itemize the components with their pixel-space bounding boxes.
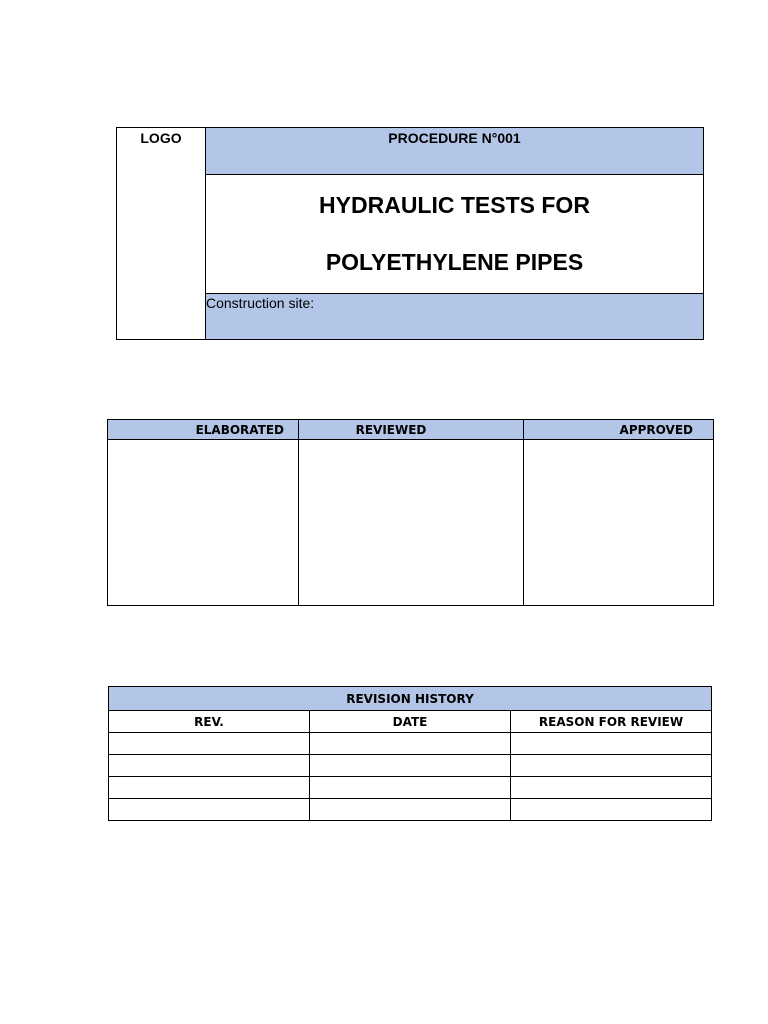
reason-cell[interactable] <box>511 777 712 799</box>
date-cell[interactable] <box>310 777 511 799</box>
procedure-number: PROCEDURE N°001 <box>388 130 521 146</box>
reviewed-signature-field[interactable] <box>299 440 524 606</box>
column-header-date: DATE <box>310 711 511 733</box>
date-cell[interactable] <box>310 733 511 755</box>
table-row <box>109 733 712 755</box>
reviewed-header: REVIEWED <box>299 420 524 440</box>
column-header-rev: REV. <box>109 711 310 733</box>
elaborated-signature-field[interactable] <box>108 440 299 606</box>
rev-cell[interactable] <box>109 733 310 755</box>
revision-history-title: REVISION HISTORY <box>109 687 712 711</box>
date-cell[interactable] <box>310 755 511 777</box>
column-header-reason: REASON FOR REVIEW <box>511 711 712 733</box>
rev-cell[interactable] <box>109 799 310 821</box>
revision-history-table <box>108 686 712 821</box>
date-cell[interactable] <box>310 799 511 821</box>
document-title-line-1: HYDRAULIC TESTS FOR <box>319 192 590 218</box>
logo-label: LOGO <box>140 130 182 146</box>
procedure-number-cell <box>206 128 704 175</box>
logo-placeholder <box>117 128 206 340</box>
reason-cell[interactable] <box>511 733 712 755</box>
approved-signature-field[interactable] <box>524 440 714 606</box>
reason-cell[interactable] <box>511 799 712 821</box>
table-row <box>109 755 712 777</box>
approval-table <box>107 419 714 606</box>
reason-cell[interactable] <box>511 755 712 777</box>
rev-cell[interactable] <box>109 755 310 777</box>
document-title-line-2: POLYETHYLENE PIPES <box>325 249 584 275</box>
construction-site-cell <box>206 294 704 340</box>
document-header <box>116 127 704 340</box>
rev-cell[interactable] <box>109 777 310 799</box>
construction-site-label: Construction site: <box>206 295 315 311</box>
approved-header: APPROVED <box>524 420 714 440</box>
table-row <box>109 799 712 821</box>
elaborated-header: ELABORATED <box>108 420 299 440</box>
table-row <box>109 777 712 799</box>
document-title-cell <box>206 175 704 294</box>
